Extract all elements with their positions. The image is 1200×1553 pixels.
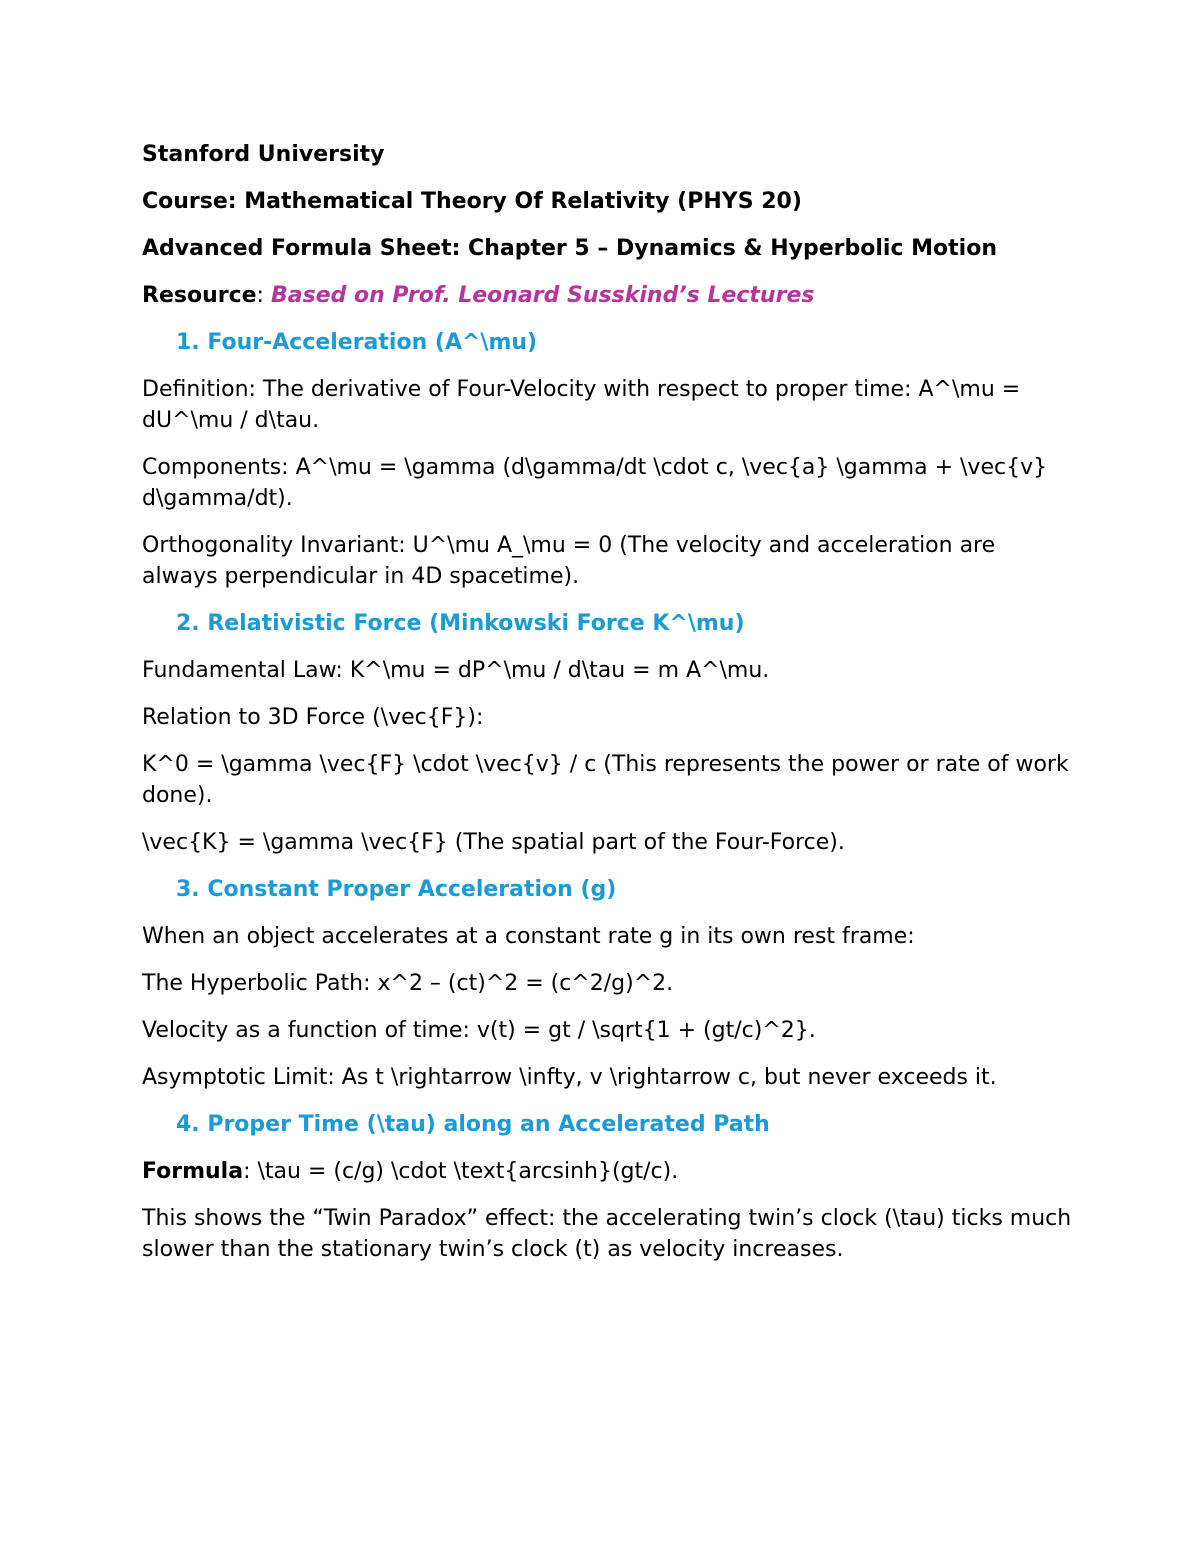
resource-label: Resource bbox=[142, 283, 257, 308]
section-1-heading: 1. Four-Acceleration (A^\mu) bbox=[176, 330, 538, 355]
section-2-heading: 2. Relativistic Force (Minkowski Force K^\mu) bbox=[176, 611, 745, 636]
section-3-asymptotic: Asymptotic Limit: As t \rightarrow \infty, v \rightarrow c, but never exceeds it. bbox=[142, 1065, 997, 1090]
section-3-velocity: Velocity as a function of time: v(t) = gt / \sqrt{1 + (gt/c)^2}. bbox=[142, 1018, 816, 1043]
resource-value: Based on Prof. Leonard Susskind’s Lectures bbox=[270, 283, 815, 308]
section-4-heading: 4. Proper Time (\tau) along an Accelerated Path bbox=[176, 1112, 770, 1137]
section-2-relation: Relation to 3D Force (\vec{F}): bbox=[142, 705, 484, 730]
section-3-intro: When an object accelerates at a constant rate g in its own rest frame: bbox=[142, 924, 915, 949]
section-2-fundamental-law: Fundamental Law: K^\mu = dP^\mu / d\tau = m A^\mu. bbox=[142, 658, 770, 683]
section-3-hyperbolic-path: The Hyperbolic Path: x^2 – (ct)^2 = (c^2/g)^2. bbox=[142, 971, 674, 996]
resource-line bbox=[142, 280, 1072, 311]
section-2-kvec: \vec{K} = \gamma \vec{F} (The spatial part of the Four-Force). bbox=[142, 830, 845, 855]
section-4-twin-paradox: This shows the “Twin Paradox” effect: the accelerating twin’s clock (\tau) ticks much slower than the stationary twin’s clock (t) as velocity increases. bbox=[142, 1206, 1072, 1262]
section-1-definition: Definition: The derivative of Four-Velocity with respect to proper time: A^\mu = dU^\mu / d\tau. bbox=[142, 377, 1021, 433]
section-4-formula bbox=[142, 1156, 1072, 1187]
formula-label: Formula bbox=[142, 1159, 244, 1184]
institution-title: Stanford University bbox=[142, 142, 385, 167]
section-3-heading: 3. Constant Proper Acceleration (g) bbox=[176, 877, 617, 902]
document-page bbox=[142, 139, 1072, 1281]
sheet-title: Advanced Formula Sheet: Chapter 5 – Dynamics & Hyperbolic Motion bbox=[142, 236, 997, 261]
course-title: Course: Mathematical Theory Of Relativity (PHYS 20) bbox=[142, 189, 802, 214]
formula-value: : \tau = (c/g) \cdot \text{arcsinh}(gt/c). bbox=[243, 1159, 679, 1184]
section-2-k0: K^0 = \gamma \vec{F} \cdot \vec{v} / c (This represents the power or rate of work done). bbox=[142, 752, 1069, 808]
section-1-components: Components: A^\mu = \gamma (d\gamma/dt \cdot c, \vec{a} \gamma + \vec{v} d\gamma/dt). bbox=[142, 455, 1048, 511]
section-1-orthogonality: Orthogonality Invariant: U^\mu A_\mu = 0 (The velocity and acceleration are always perpendicular in 4D spacetime). bbox=[142, 533, 996, 589]
resource-separator: : bbox=[256, 283, 271, 308]
